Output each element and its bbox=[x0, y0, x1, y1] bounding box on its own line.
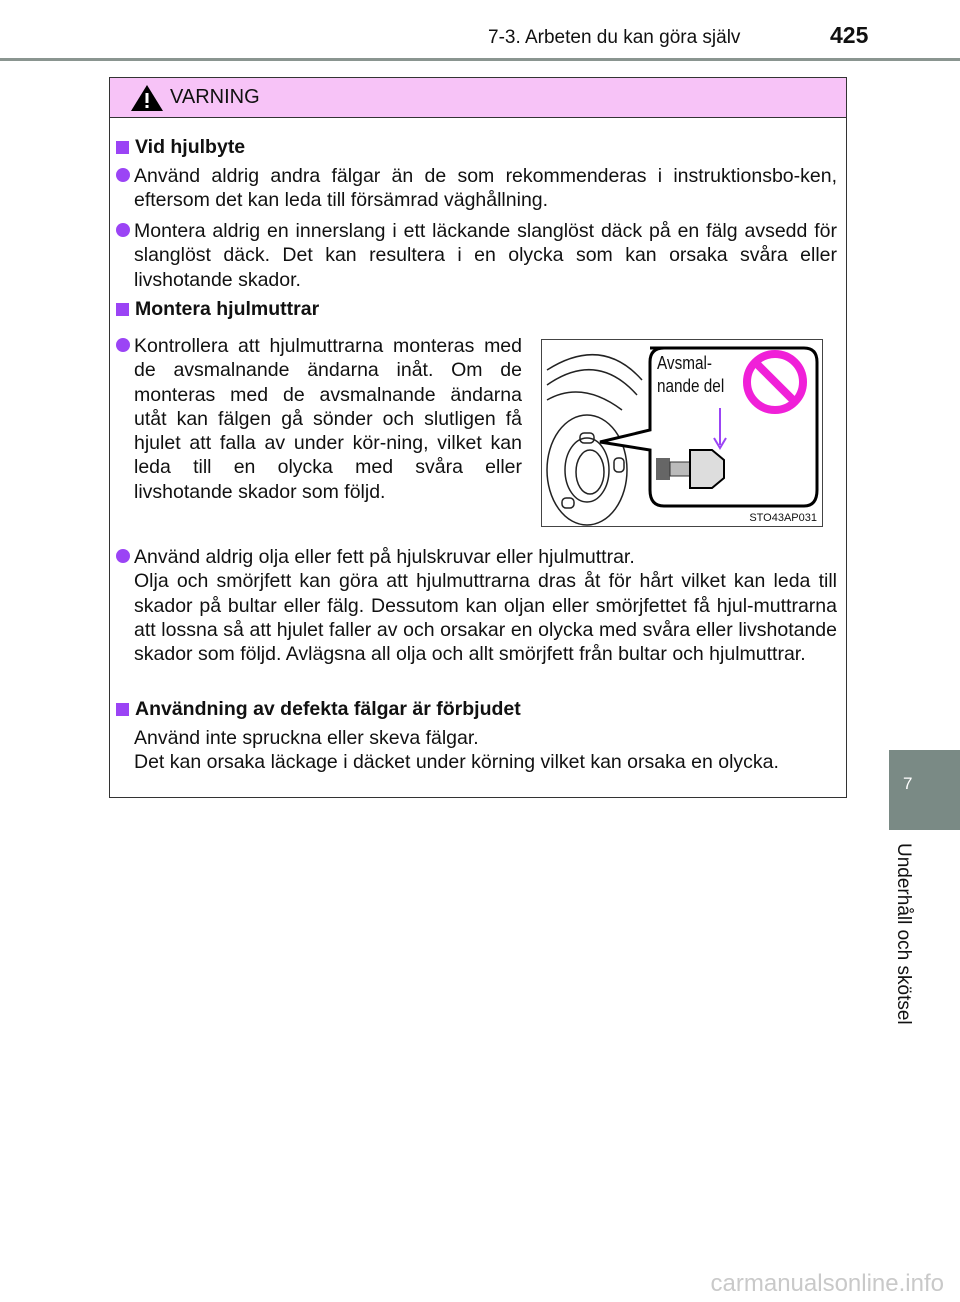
bullet-icon bbox=[116, 338, 130, 352]
section-heading: Användning av defekta fälgar är förbjudet bbox=[116, 698, 521, 721]
paragraph: Använd inte spruckna eller skeva fälgar. Det kan orsaka läckage i däcket under körning vilket kan orsaka en olycka. bbox=[134, 727, 779, 774]
chapter-label: Underhåll och skötsel bbox=[893, 843, 914, 1025]
section-heading: Vid hjulbyte bbox=[116, 136, 245, 159]
list-item: Montera aldrig en innerslang i ett läckande slanglöst däck på en fälg avsedd för slanglöst däck. Det kan resultera i en olycka som kan orsaka svåra eller livshotande skador. bbox=[134, 219, 837, 292]
header-rule bbox=[0, 58, 960, 61]
warning-title: VARNING bbox=[170, 86, 260, 108]
square-bullet-icon bbox=[116, 141, 129, 154]
square-bullet-icon bbox=[116, 303, 129, 316]
warning-box bbox=[109, 77, 847, 798]
warning-triangle-icon bbox=[130, 84, 164, 112]
bullet-icon bbox=[116, 549, 130, 563]
wheel-nut-figure bbox=[541, 339, 823, 527]
figure-label: Avsmal- bbox=[657, 353, 712, 373]
section-title: 7-3. Arbeten du kan göra själv bbox=[488, 27, 741, 48]
chapter-tab[interactable]: 7 bbox=[889, 750, 960, 830]
watermark: carmanualsonline.info bbox=[710, 1270, 944, 1297]
bullet-icon bbox=[116, 223, 130, 237]
figure-label: nande del bbox=[657, 376, 725, 396]
square-bullet-icon bbox=[116, 703, 129, 716]
list-item: Använd aldrig andra fälgar än de som rekommenderas i instruktionsbo-ken, eftersom det kan leda till försämrad väghållning. bbox=[134, 164, 837, 213]
bullet-icon bbox=[116, 168, 130, 182]
list-item: Kontrollera att hjulmuttrarna monteras med de avsmalnande ändarna inåt. Om de monteras med de avsmalnande ändarna utåt kan fälgen gå sönder och slutligen få hjulet att falla av under kör-ning, vilket kan leda till en olycka med svåra eller livshotande skador som följd. bbox=[134, 334, 522, 504]
figure-code: STO43AP031 bbox=[749, 512, 817, 524]
section-heading: Montera hjulmuttrar bbox=[116, 298, 319, 321]
list-item: Använd aldrig olja eller fett på hjulskruvar eller hjulmuttrar. Olja och smörjfett kan göra att hjulmuttrarna dras åt för hårt vilket kan leda till skador på bultar eller fälg. Dessutom kan oljan eller smörjfettet få hjul-muttrarna att lossna så att hjulet faller av och orsakar en olycka med svåra eller livshotande skador som följd. Avlägsna all olja och allt smörjfett från bultar och hjulmuttrar. bbox=[134, 545, 837, 666]
warning-header bbox=[110, 78, 846, 118]
page-number: 425 bbox=[830, 22, 869, 48]
